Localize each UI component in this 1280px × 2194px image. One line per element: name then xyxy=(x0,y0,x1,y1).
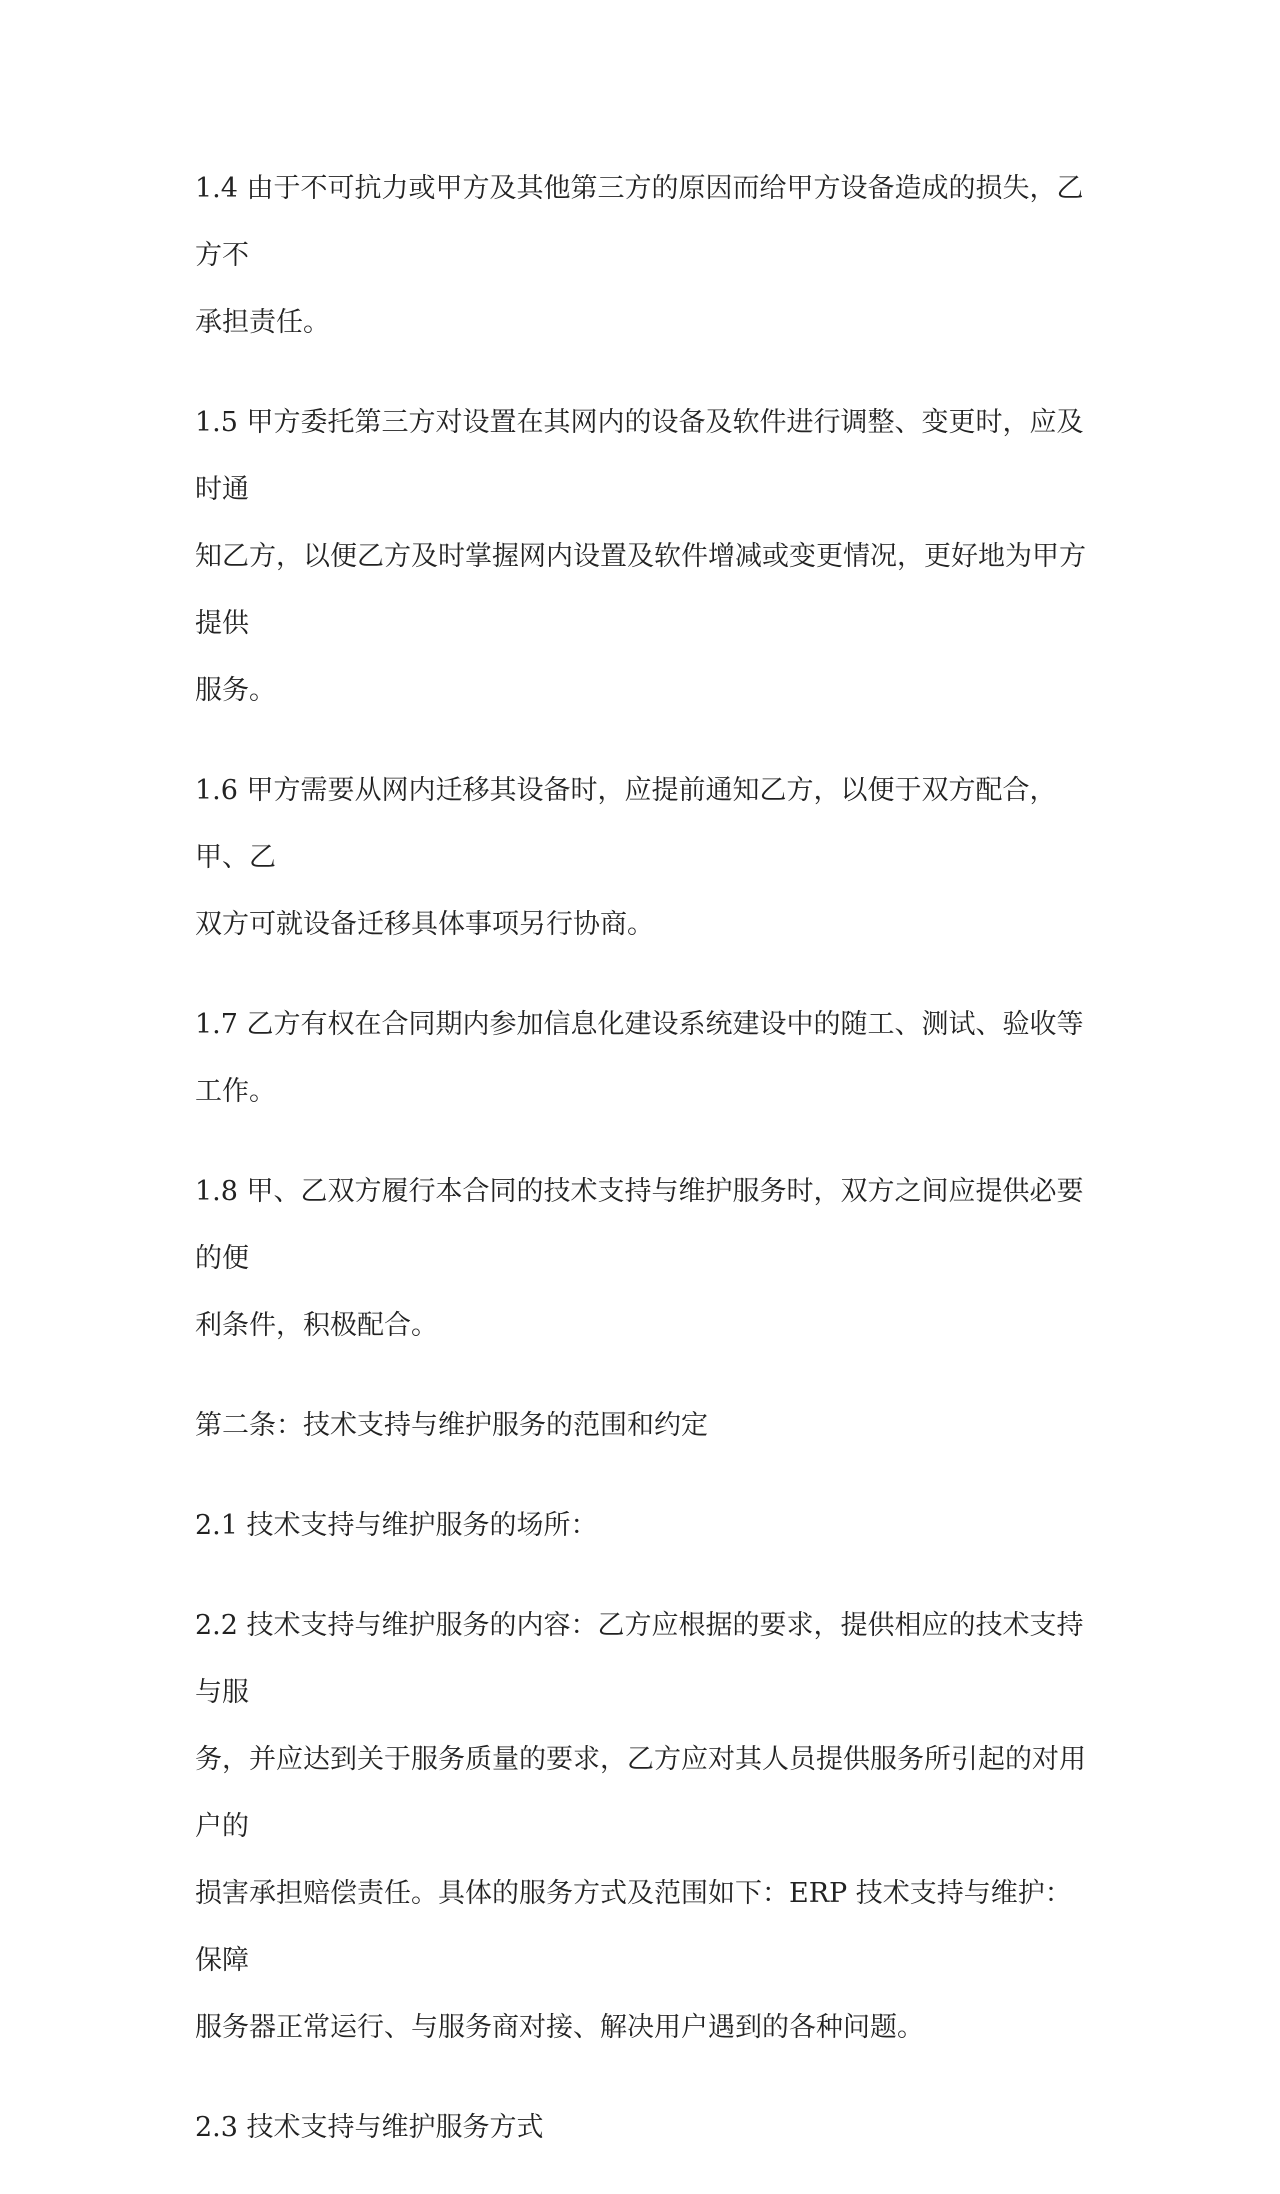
clause-1-4 xyxy=(195,155,1095,356)
text-line: 2.2 技术支持与维护服务的内容：乙方应根据的要求，提供相应的技术支持与服 xyxy=(195,1610,1084,1708)
document-body xyxy=(195,155,1095,2194)
text-line: 2.3 技术支持与维护服务方式 xyxy=(195,2112,544,2143)
clause-1-5 xyxy=(195,389,1095,724)
clause-2-2 xyxy=(195,1592,1095,2061)
article-2-heading xyxy=(195,1392,1095,1459)
clause-1-6 xyxy=(195,757,1095,958)
clause-1-8 xyxy=(195,1158,1095,1359)
text-line: 利条件，积极配合。 xyxy=(195,1310,438,1341)
text-line: 损害承担赔偿责任。具体的服务方式及范围如下：ERP 技术支持与维护：保障 xyxy=(195,1878,1072,1976)
clause-2-3 xyxy=(195,2094,1095,2161)
text-line: 第二条：技术支持与维护服务的范围和约定 xyxy=(195,1410,708,1441)
text-line: 服务器正常运行、与服务商对接、解决用户遇到的各种问题。 xyxy=(195,2012,924,2043)
text-line: 承担责任。 xyxy=(195,307,330,338)
text-line: 务，并应达到关于服务质量的要求，乙方应对其人员提供服务所引起的对用户的 xyxy=(195,1744,1086,1842)
text-line: 知乙方，以便乙方及时掌握网内设置及软件增减或变更情况，更好地为甲方提供 xyxy=(195,541,1086,639)
text-line: 双方可就设备迁移具体事项另行协商。 xyxy=(195,909,654,940)
clause-1-7 xyxy=(195,991,1095,1125)
text-line: 1.6 甲方需要从网内迁移其设备时，应提前通知乙方，以便于双方配合，甲、乙 xyxy=(195,775,1057,873)
text-line: 1.4 由于不可抗力或甲方及其他第三方的原因而给甲方设备造成的损失，乙方不 xyxy=(195,173,1084,271)
text-line: 服务。 xyxy=(195,675,276,706)
clause-2-1 xyxy=(195,1492,1095,1559)
text-line: 2.1 技术支持与维护服务的场所： xyxy=(195,1510,598,1541)
text-line: 1.8 甲、乙双方履行本合同的技术支持与维护服务时，双方之间应提供必要的便 xyxy=(195,1176,1084,1274)
text-line: 1.5 甲方委托第三方对设置在其网内的设备及软件进行调整、变更时，应及时通 xyxy=(195,407,1084,505)
text-line: 1.7 乙方有权在合同期内参加信息化建设系统建设中的随工、测试、验收等工作。 xyxy=(195,1009,1084,1107)
